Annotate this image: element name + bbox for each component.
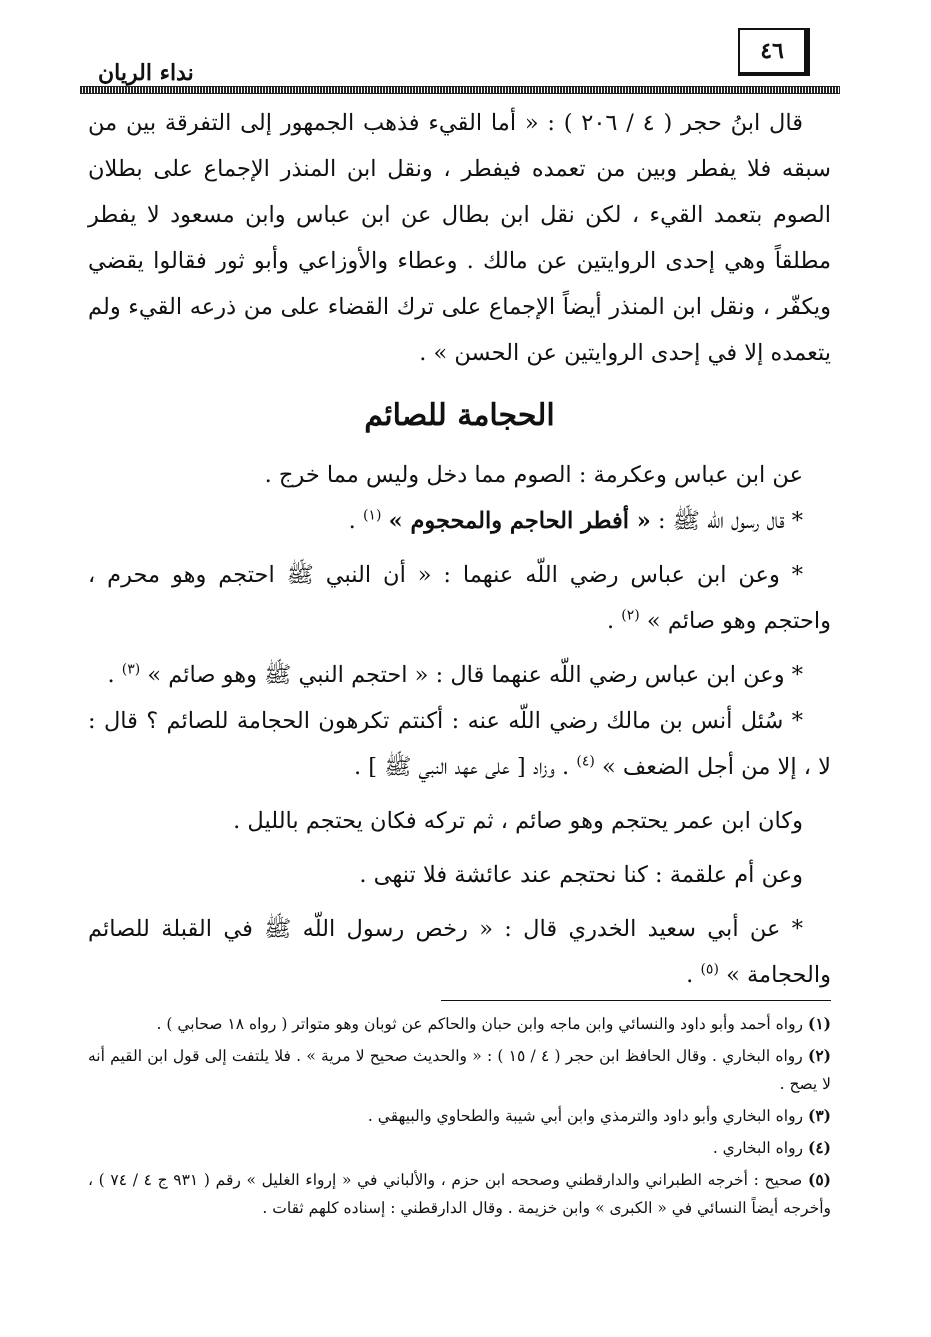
- paragraph-4: [88, 652, 831, 698]
- main-text: [88, 100, 831, 998]
- paragraph-7: [88, 852, 831, 898]
- footnote-ref[interactable]: (٥): [700, 961, 719, 978]
- paragraph-suffix: .: [686, 962, 701, 988]
- footnote-number: (٥): [807, 1170, 831, 1189]
- hadith-quote: « رخص رسول اللّه ﷺ في القبلة للصائم والحجامة »: [88, 916, 831, 988]
- page-number: ٤٦: [738, 28, 810, 76]
- paragraph-6: [88, 798, 831, 844]
- paragraph-text: وكان ابن عمر يحتجم وهو صائم ، ثم تركه فكان يحتجم بالليل .: [233, 808, 803, 834]
- paragraph-suffix: . وزاد [ على عهد النبي ﷺ ] .: [353, 754, 577, 780]
- hadith-quote: « أفطر الحاجم والمحجوم »: [388, 508, 651, 534]
- paragraph-1: [88, 452, 831, 498]
- footnote-number: (١): [807, 1014, 831, 1033]
- footnote-text: صحيح : أخرجه الطبراني والدارقطني وصححه ابن حزم ، والألباني في « إرواء الغليل » رقم ( ٩٣١ ج ٤ / ٧٤ ) ، وأخرجه أيضاً النسائي في « الكبرى » وابن خزيمة . وقال الدارقطني : إسناده كلهم ثقات .: [88, 1171, 831, 1217]
- footnote-ref[interactable]: (٣): [121, 661, 141, 678]
- paragraph-text: وعن أم علقمة : كنا نحتجم عند عائشة فلا تنهى .: [359, 862, 803, 888]
- hadith-quote: « احتجم النبي ﷺ وهو صائم »: [147, 662, 429, 688]
- paragraph-suffix: .: [348, 508, 363, 534]
- paragraph-prefix: * عن أبي سعيد الخدري قال :: [492, 916, 803, 942]
- paragraph-prefix: * وعن ابن عباس رضي اللّه عنهما :: [431, 562, 804, 588]
- hadith-quote: « أن النبي ﷺ احتجم وهو محرم ، واحتجم وهو صائم »: [88, 562, 831, 634]
- paragraph-5: [88, 698, 831, 790]
- section-heading: الحجامة للصائم: [364, 398, 555, 433]
- footnote-number: (٤): [807, 1138, 831, 1157]
- paragraph-2: [88, 498, 831, 544]
- footnote-text: رواه أحمد وأبو داود والنسائي وابن ماجه وابن حبان والحاكم عن ثوبان وهو متواتر ( رواه ١٨ صحابي ) .: [156, 1015, 804, 1033]
- paragraph-prefix: * سُئل أنس بن مالك رضي اللّه عنه :: [443, 708, 803, 734]
- footnote-1: [88, 1010, 831, 1038]
- footnote-number: (٣): [807, 1106, 831, 1125]
- paragraph-prefix: * وعن ابن عباس رضي اللّه عنهما قال :: [428, 662, 803, 688]
- footnote-ref[interactable]: (١): [362, 507, 382, 524]
- footnote-4: [88, 1134, 831, 1162]
- hadith-quote: أكنتم تكرهون الحجامة للصائم ؟ قال : لا ، إلا من أجل الضعف »: [88, 708, 831, 780]
- footnote-3: [88, 1102, 831, 1130]
- footnote-text: رواه البخاري .: [712, 1139, 804, 1157]
- paragraph-8: [88, 906, 831, 998]
- footnotes: [88, 1010, 831, 1226]
- paragraph-prefix: * قال رسول اللّه ﷺ :: [650, 508, 803, 534]
- footnote-divider: [441, 1000, 831, 1001]
- paragraph-text: عن ابن عباس وعكرمة : الصوم مما دخل وليس مما خرج .: [264, 462, 803, 488]
- footnote-5: [88, 1166, 831, 1222]
- footnote-ref[interactable]: (٢): [621, 607, 640, 624]
- paragraph-suffix: .: [606, 608, 622, 634]
- footnote-ref[interactable]: (٤): [576, 753, 595, 770]
- intro-paragraph: قال ابنُ حجر ( ٤ / ٢٠٦ ) : « أما القيء فذهب الجمهور إلى التفرقة بين من سبقه فلا يفطر وبين من تعمده فيفطر ، ونقل ابن المنذر الإجماع على بطلان الصوم بتعمد القيء ، لكن نقل ابن بطال عن ابن عباس وابن مسعود لا يفطر مطلقاً وهي إحدى الروايتين عن مالك . وعطاء والأوزاعي وأبو ثور فقالوا يقضي ويكفّر ، ونقل ابن المنذر أيضاً الإجماع على ترك القضاء على من ذرعه القيء ولم يتعمده إلا في إحدى الروايتين عن الحسن » .: [88, 110, 831, 366]
- running-title: نداء الريان: [98, 60, 194, 86]
- footnote-2: [88, 1042, 831, 1098]
- paragraph-3: [88, 552, 831, 644]
- header-rule: [80, 86, 840, 94]
- footnote-number: (٢): [807, 1046, 831, 1065]
- page-header: [80, 28, 840, 94]
- paragraph-suffix: .: [107, 662, 122, 688]
- footnote-text: رواه البخاري . وقال الحافظ ابن حجر ( ٤ / ١٥ ) : « والحديث صحيح لا مرية » . فلا يلتفت إلى قول ابن القيم أنه لا يصح .: [88, 1047, 831, 1093]
- footnote-text: رواه البخاري وأبو داود والترمذي وابن أبي شيبة والطحاوي والبيهقي .: [367, 1107, 804, 1125]
